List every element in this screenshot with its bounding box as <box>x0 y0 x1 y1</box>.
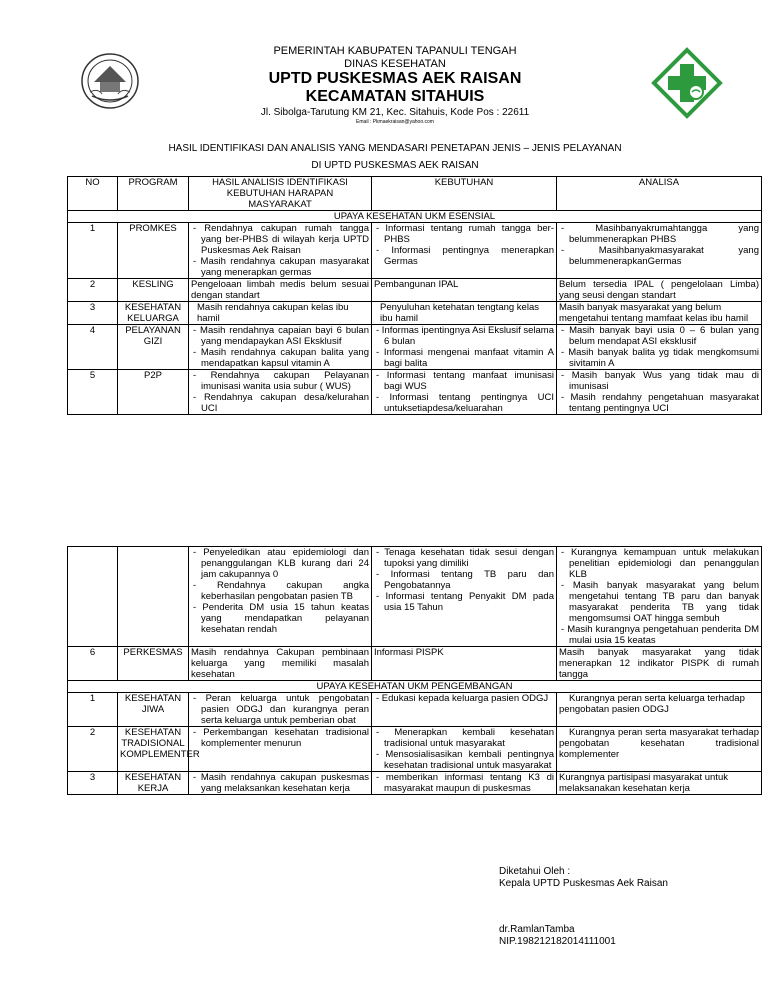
letterhead-office: DINAS KESEHATAN <box>344 58 446 70</box>
signature-position: Kepala UPTD Puskesmas Aek Raisan <box>499 878 668 889</box>
list-item: - Masih banyak Wus yang tidak mau di imunisasi <box>561 370 759 392</box>
cell-kebutuhan <box>372 693 557 727</box>
cell-kebutuhan: Pembangunan IPAL <box>372 279 557 302</box>
list-item: - Penyeledikan atau epidemiologi dan penanggulangan KLB kurang dari 24 jam cakupannya 0 <box>193 547 369 580</box>
table-row <box>68 279 762 302</box>
list-item: - Informasi tentang manfaat imunisasi bagi WUS <box>376 370 554 392</box>
list-item: - Mensosialisasikan kembali pentingnya kesehatan tradisional untuk masyarakat <box>376 749 554 771</box>
list-item: - Rendahnya cakupan angka keberhasilan pengobatan pasien TB <box>193 580 369 602</box>
list-item: - Masih kurangnya pengetahuan penderita DM mulai usia 15 keatas <box>561 624 759 646</box>
cell-no: 5 <box>68 370 118 415</box>
list-item: - Perkembangan kesehatan tradisional komplementer menurun <box>193 727 369 749</box>
cell-hasil <box>189 772 372 795</box>
cell-program: KESEHATAN KERJA <box>118 772 189 795</box>
cell-hasil <box>189 547 372 647</box>
table-row <box>68 370 762 415</box>
cell-program: PERKESMAS <box>118 647 189 681</box>
cell-hasil <box>189 223 372 279</box>
letterhead-government: PEMERINTAH KABUPATEN TAPANULI TENGAH <box>273 45 517 57</box>
cell-no: 3 <box>68 772 118 795</box>
list-item: - Masihbanyakmasyarakat yang belummenerapkanGermas <box>561 245 759 267</box>
table-header-row <box>68 177 762 211</box>
cell-hasil <box>189 727 372 772</box>
list-item: - Masih rendahnya cakupan masyarakat yang menerapkan germas <box>193 256 369 278</box>
cell-kebutuhan <box>372 325 557 370</box>
letterhead-address: Jl. Sibolga-Tarutung KM 21, Kec. Sitahuis, Kode Pos : 22611 <box>260 107 530 118</box>
cell-kebutuhan <box>372 223 557 279</box>
cell-analisa: Kurangnya peran serta masyarakat terhadap pengobatan kesehatan tradisional komplementer <box>557 727 762 772</box>
table-row <box>68 647 762 681</box>
cell-program: KESEHATAN JIWA <box>118 693 189 727</box>
list-item: - Tenaga kesehatan tidak sesui dengan tupoksi yang dimiliki <box>376 547 554 569</box>
table-row <box>68 727 762 772</box>
cell-analisa <box>557 370 762 415</box>
table-row <box>68 302 762 325</box>
signature-known-by: Diketahui Oleh : <box>499 866 571 877</box>
table-row <box>68 223 762 279</box>
cell-kebutuhan <box>372 547 557 647</box>
regency-seal-icon <box>80 52 140 110</box>
cell-hasil <box>189 325 372 370</box>
list-item: - Peran keluarga untuk pengobatan pasien ODGJ dan kurangnya peran serta keluarga untuk pemberian obat <box>193 693 369 726</box>
header-program: PROGRAM <box>118 177 189 211</box>
cell-kebutuhan <box>372 772 557 795</box>
cell-no: 4 <box>68 325 118 370</box>
list-item: - Masih rendahnya cakupan puskesmas yang melaksankan kesehatan kerja <box>193 772 369 794</box>
cell-program: PROMKES <box>118 223 189 279</box>
cell-kebutuhan: Penyuluhan ketehatan tengtang kelas ibu hamil <box>372 302 557 325</box>
list-item: - Informasi tentang rumah tangga ber-PHBS <box>376 223 554 245</box>
list-item: - Masih banyak bayi usia 0 – 6 bulan yang belum mendapat ASI eksklusif <box>561 325 759 347</box>
table-row <box>68 693 762 727</box>
list-item: - Masih banyak masyarakat yang belum mengetahui tentang TB paru dan banyak masyarakat penderita TB yang tidak mengomsumsi OAT hingga sembuh <box>561 580 759 624</box>
analysis-table <box>67 176 762 415</box>
list-item: - Masih rendahny pengetahuan masyarakat tentang pentingnya UCI <box>561 392 759 414</box>
list-item: - Masihbanyakrumahtangga yang belummenerapkan PHBS <box>561 223 759 245</box>
cell-no <box>68 547 118 647</box>
section-esensial: UPAYA KESEHATAN UKM ESENSIAL <box>68 211 762 223</box>
cell-hasil <box>189 693 372 727</box>
header-analisa: ANALISA <box>557 177 762 211</box>
letterhead-email: Email : Pkmaekraisan@yahoo.com <box>356 119 434 125</box>
cell-analisa: Masih banyak masyarakat yang tidak menerapkan 12 indikator PISPK di rumah tangga <box>557 647 762 681</box>
cell-no: 2 <box>68 727 118 772</box>
list-item: - Masih rendahnya capaian bayi 6 bulan yang mendapaykan ASI Eksklusif <box>193 325 369 347</box>
cell-program: KESEHATAN TRADISIONAL KOMPLEMENTER <box>118 727 189 772</box>
list-item: - Masih rendahnya cakupan balita yang mendapatkan kapsul vitamin A <box>193 347 369 369</box>
list-item: - Informasi tentang TB paru dan Pengobatannya <box>376 569 554 591</box>
list-item: - Kurangnya kemampuan untuk melakukan penelitian epidemiologi dan penanggulan KLB <box>561 547 759 580</box>
list-item: - memberikan informasi tentang K3 di masyarakat maupun di puskesmas <box>376 772 554 794</box>
cell-hasil: Masih rendahnya Cakupan pembinaan keluarga yang memiliki masalah kesehatan <box>189 647 372 681</box>
cell-program: KESEHATAN KELUARGA <box>118 302 189 325</box>
list-item: - Informasi mengenai manfaat vitamin A bagi balita <box>376 347 554 369</box>
list-item: - Informas ipentingnya Asi Ekslusif selama 6 bulan <box>376 325 554 347</box>
letterhead-district: KECAMATAN SITAHUIS <box>305 88 485 105</box>
list-item: - Rendahnya cakupan Pelayanan imunisasi wanita usia subur ( WUS) <box>193 370 369 392</box>
section-pengembangan: UPAYA KESEHATAN UKM PENGEMBANGAN <box>68 681 762 693</box>
section-row <box>68 211 762 223</box>
cell-kebutuhan: Informasi PISPK <box>372 647 557 681</box>
cell-hasil <box>189 370 372 415</box>
cell-hasil: Pengeloaan limbah medis belum sesuai dengan standart <box>189 279 372 302</box>
cell-no: 1 <box>68 693 118 727</box>
cell-analisa <box>557 547 762 647</box>
list-item: - Informasi tentang Penyakit DM pada usia 15 Tahun <box>376 591 554 613</box>
cell-program: KESLING <box>118 279 189 302</box>
list-item: - Informasi pentingnya menerapkan Germas <box>376 245 554 267</box>
header-hasil: HASIL ANALISIS IDENTIFIKASI KEBUTUHAN HARAPAN MASYARAKAT <box>189 177 372 211</box>
list-item: - Penderita DM usia 15 tahun keatas yang mendapatkan pelayanan kesehatan rendah <box>193 602 369 635</box>
table-row <box>68 772 762 795</box>
cell-program: P2P <box>118 370 189 415</box>
cell-program <box>118 547 189 647</box>
cell-no: 1 <box>68 223 118 279</box>
header-no: NO <box>68 177 118 211</box>
cell-no: 3 <box>68 302 118 325</box>
list-item: - Rendahnya cakupan desa/kelurahan UCI <box>193 392 369 414</box>
cell-analisa <box>557 223 762 279</box>
list-item: - Rendahnya cakupan rumah tangga yang ber-PHBS di wilayah kerja UPTD Puskesmas Aek Raisan <box>193 223 369 256</box>
letterhead-institution: UPTD PUSKESMAS AEK RAISAN <box>268 70 522 87</box>
cell-analisa <box>557 325 762 370</box>
table-row <box>68 325 762 370</box>
cell-analisa: Masih banyak masyarakat yang belum mengetahui tentang mamfaat kelas ibu hamil <box>557 302 762 325</box>
cell-kebutuhan <box>372 370 557 415</box>
section-row <box>68 681 762 693</box>
list-item: - Menerapkan kembali kesehatan tradisional untuk masyarakat <box>376 727 554 749</box>
cell-hasil: Masih rendahnya cakupan kelas ibu hamil <box>189 302 372 325</box>
cell-analisa: Kurangnya peran serta keluarga terhadap pengobatan pasien ODGJ <box>557 693 762 727</box>
cell-analisa: Kurangnya partisipasi masyarakat untuk melaksanakan kesehatan kerja <box>557 772 762 795</box>
cell-program: PELAYANAN GIZI <box>118 325 189 370</box>
header-kebutuhan: KEBUTUHAN <box>372 177 557 211</box>
document-subtitle: DI UPTD PUSKESMAS AEK RAISAN <box>311 160 479 171</box>
puskesmas-logo-icon <box>652 48 722 118</box>
cell-analisa: Belum tersedia IPAL ( pengelolaan Limba) yang seusi dengan standart <box>557 279 762 302</box>
signature-nip: NIP.198212182014111001 <box>499 936 616 947</box>
document-title: HASIL IDENTIFIKASI DAN ANALISIS YANG MENDASARI PENETAPAN JENIS – JENIS PELAYANAN <box>168 143 622 154</box>
cell-no: 2 <box>68 279 118 302</box>
list-item: - Edukasi kepada keluarga pasien ODGJ <box>376 693 549 704</box>
cell-kebutuhan <box>372 727 557 772</box>
list-item: - Informasi tentang pentingnya UCI untuksetiapdesa/keluarahan <box>376 392 554 414</box>
signature-name: dr.RamlanTamba <box>499 924 575 935</box>
list-item: - Masih banyak balita yg tidak mengkomsumi sivitamin A <box>561 347 759 369</box>
cell-no: 6 <box>68 647 118 681</box>
table-row <box>68 547 762 647</box>
analysis-table-continued <box>67 546 762 795</box>
